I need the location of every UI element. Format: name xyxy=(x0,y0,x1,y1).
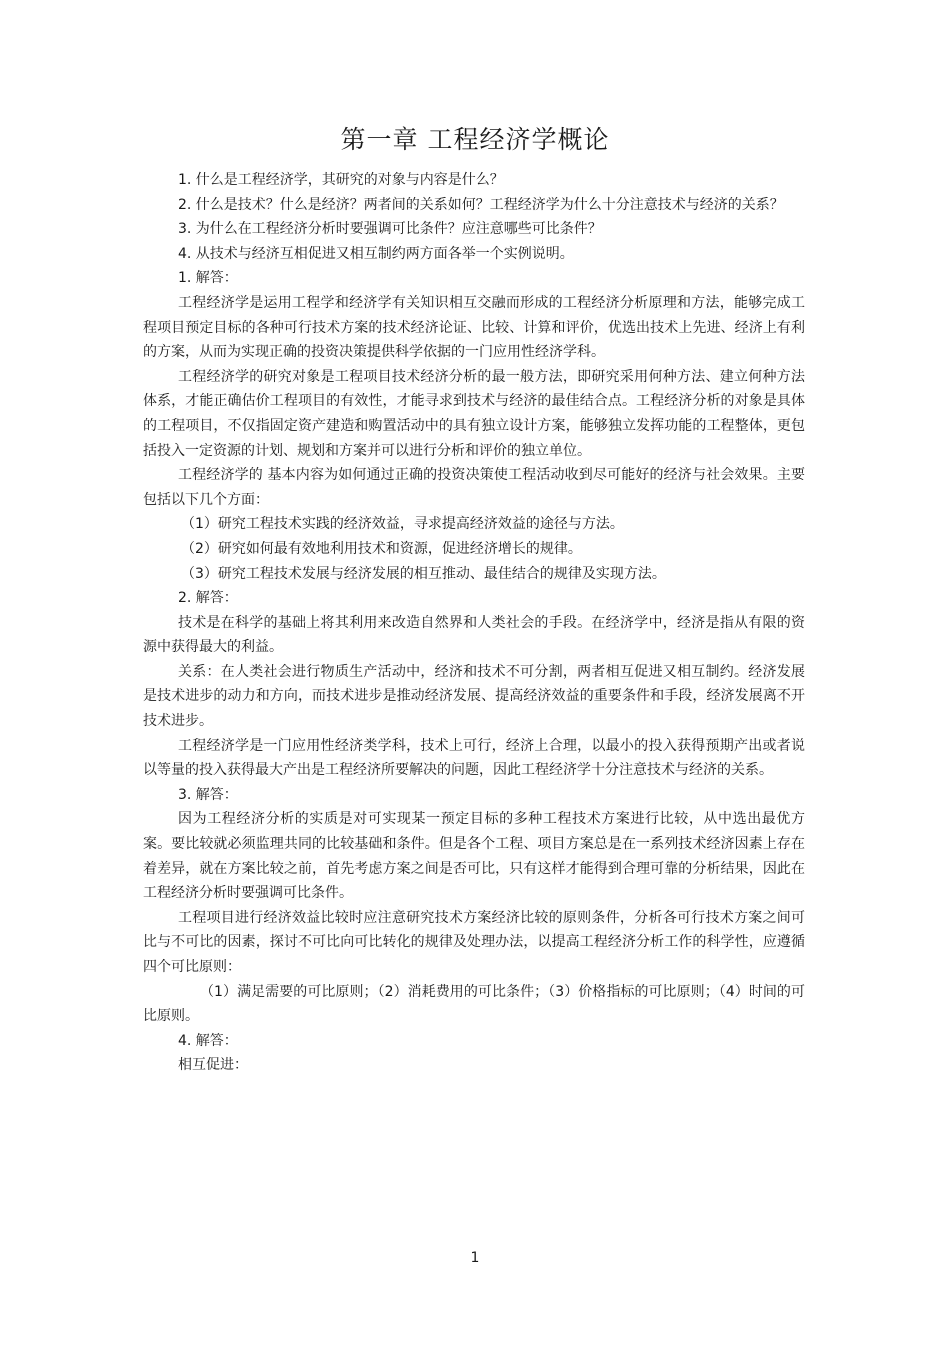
answer-1-paragraph: 工程经济学的 基本内容为如何通过正确的投资决策使工程活动收到尽可能好的经济与社会效果。主要包括以下几个方面： xyxy=(143,467,805,508)
answer-2-heading: 2. 解答： xyxy=(178,590,238,607)
answer-3-heading: 3. 解答： xyxy=(178,786,238,803)
answer-2-paragraph: 工程经济学是一门应用性经济类学科，技术上可行，经济上合理，以最小的投入获得预期产出或者说以等量的投入获得最大产出是工程经济所要解决的问题，因此工程经济学十分注意技术与经济的关系。 xyxy=(143,737,805,779)
answer-3-principles: （1）满足需要的可比原则；（2）消耗费用的可比条件；（3）价格指标的可比原则；（4）时间的可比原则。 xyxy=(143,983,805,1025)
answer-4-paragraph: 相互促进： xyxy=(178,1057,248,1074)
answer-1-paragraph: 工程经济学是运用工程学和经济学有关知识相互交融而形成的工程经济分析原理和方法，能够完成工程项目预定目标的各种可行技术方案的技术经济论证、比较、计算和评价，优选出技术上先进、经济上有利的方案，从而为实现正确的投资决策提供科学依据的一门应用性经济学科。 xyxy=(143,294,805,361)
answer-2-paragraph: 技术是在科学的基础上将其利用来改造自然界和人类社会的手段。在经济学中，经济是指从有限的资源中获得最大的利益。 xyxy=(143,614,805,656)
page-number: 1 xyxy=(470,1250,480,1266)
answer-1-list-item: （1）研究工程技术实践的经济效益，寻求提高经济效益的途径与方法。 xyxy=(181,516,624,533)
answer-1-list-item: （3）研究工程技术发展与经济发展的相互推动、最佳结合的规律及实现方法。 xyxy=(181,565,666,582)
question-2: 2. 什么是技术？什么是经济？两者间的关系如何？工程经济学为什么十分注意技术与经济的关系？ xyxy=(178,196,784,213)
answer-3-paragraph: 因为工程经济分析的实质是对可实现某一预定目标的多种工程技术方案进行比较，从中选出最优方案。要比较就必须监理共同的比较基础和条件。但是各个工程、项目方案总是在一系列技术经济因素上存在着差异，就在方案比较之前，首先考虑方案之间是否可比，只有这样才能得到合理可靠的分析结果，因此在工程经济分析时要强调可比条件。 xyxy=(143,811,805,902)
answer-1-paragraph: 工程经济学的研究对象是工程项目技术经济分析的最一般方法，即研究采用何种方法、建立何种方法体系，才能正确估价工程项目的有效性，才能寻求到技术与经济的最佳结合点。工程经济分析的对象是具体的工程项目，不仅指固定资产建造和购置活动中的具有独立设计方案，能够独立发挥功能的工程整体，更包括投入一定资源的计划、规划和方案并可以进行分析和评价的独立单位。 xyxy=(143,368,805,459)
answer-1-heading: 1. 解答： xyxy=(178,270,238,287)
question-1: 1. 什么是工程经济学，其研究的对象与内容是什么？ xyxy=(178,172,504,188)
question-4: 4. 从技术与经济互相促进又相互制约两方面各举一个实例说明。 xyxy=(178,245,574,262)
answer-2-paragraph: 关系：在人类社会进行物质生产活动中，经济和技术不可分割，两者相互促进又相互制约。经济发展是技术进步的动力和方向，而技术进步是推动经济发展、提高经济效益的重要条件和手段，经济发展离不开技术进步。 xyxy=(143,663,805,730)
answer-3-paragraph: 工程项目进行经济效益比较时应注意研究技术方案经济比较的原则条件，分析各可行技术方案之间可比与不可比的因素，探讨不可比向可比转化的规律及处理办法，以提高工程经济分析工作的科学性，应遵循四个可比原则： xyxy=(143,909,805,975)
answer-1-list-item: （2）研究如何最有效地利用技术和资源，促进经济增长的规律。 xyxy=(181,540,582,557)
question-3: 3. 为什么在工程经济分析时要强调可比条件？应注意哪些可比条件？ xyxy=(178,221,602,238)
answer-4-heading: 4. 解答： xyxy=(178,1032,238,1049)
chapter-title: 第一章 工程经济学概论 xyxy=(340,125,610,154)
document-body xyxy=(143,168,805,1078)
